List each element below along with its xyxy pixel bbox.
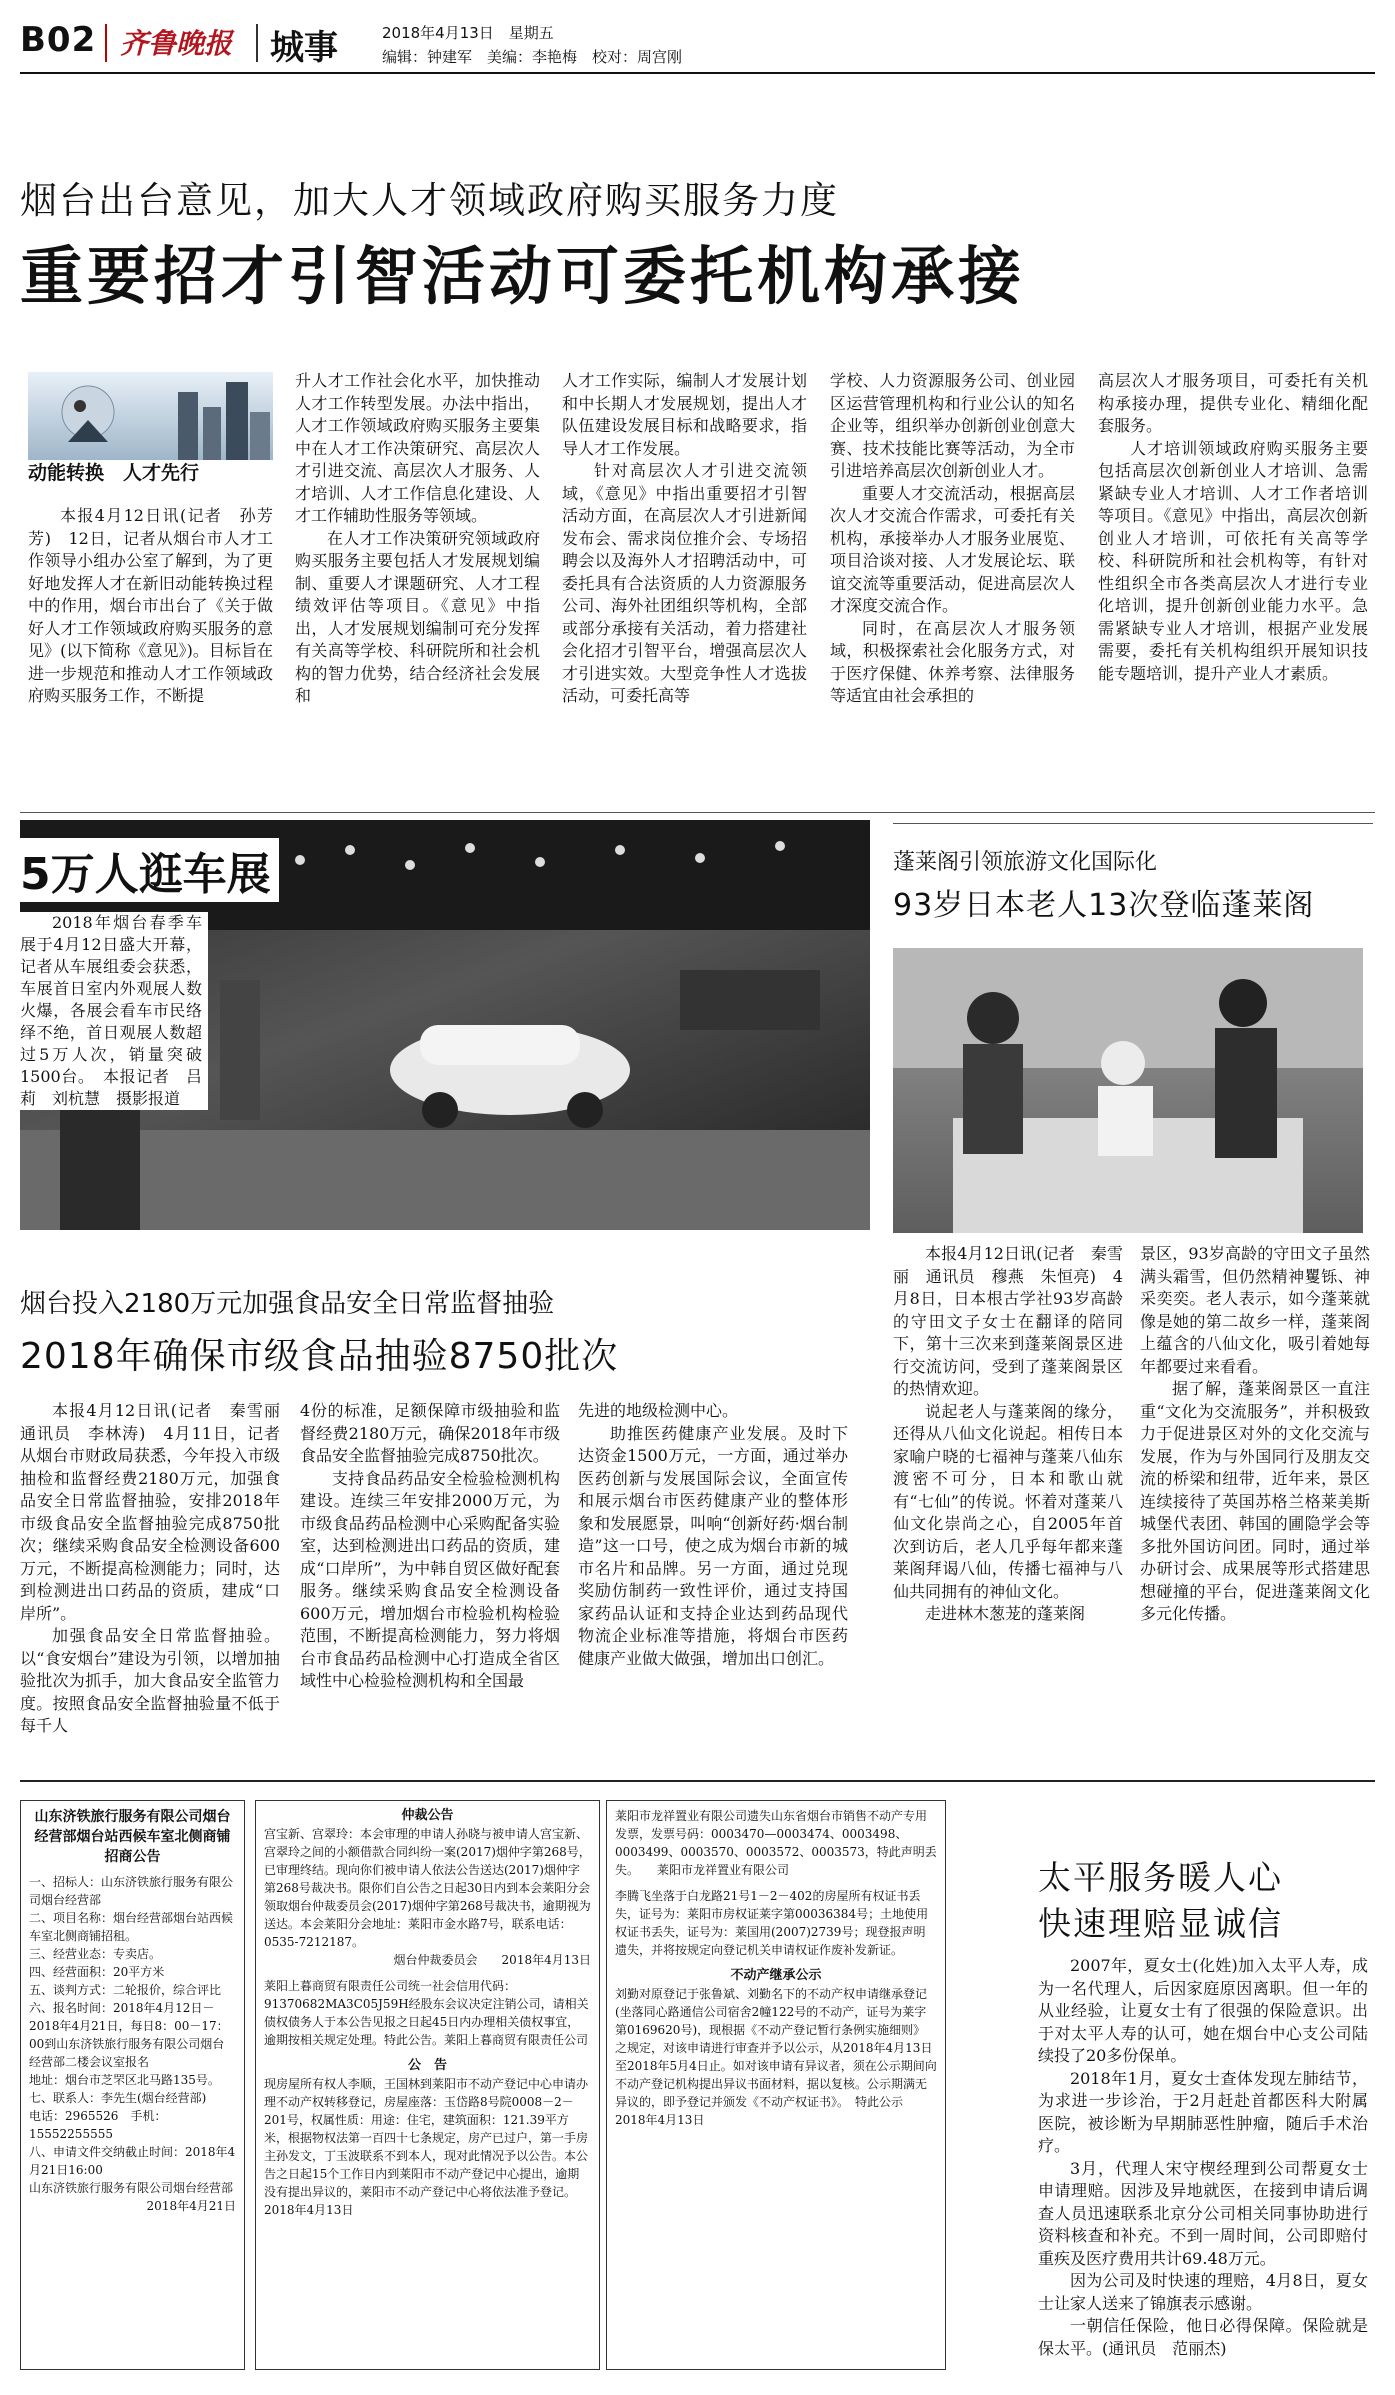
paragraph: 助推医药健康产业发展。及时下达资金1500万元，一方面，通过举办医药创新与发展国际会议，全面宣传和展示烟台市医药健康产业的整体形象和发展愿景，叫响“创新好药·烟台制造”这一口号，使之成为烟台市新的城市名片和品牌。另一方面，通过兑现奖励仿制药一致性评价，通过支持国家药品认证和支持企业达到药品现代物流企业标准等措施，将烟台市医药健康产业做大做强，增加出口创汇。 <box>578 1423 848 1668</box>
ad-line: 四、经营面积：20平方米 <box>29 1965 165 1979</box>
notice-sign: 烟台仲裁委员会 2018年4月13日 <box>393 1953 591 1967</box>
people-meeting-icon <box>893 948 1363 1233</box>
lead-illustration <box>28 372 273 460</box>
ad-line: 2018年4月21日 <box>146 2199 236 2213</box>
ad-line: 七、联系人：李先生(烟台经营部) <box>29 2091 207 2105</box>
ad-left-title: 山东济铁旅行服务有限公司烟台经营部烟台站西候车室北侧商铺招商公告 <box>34 1809 231 1865</box>
lead-column-3 <box>562 370 807 708</box>
autoshow-headline: 5万人逛车展 <box>20 838 279 902</box>
food-column-2 <box>300 1400 560 1693</box>
paragraph: 据了解，蓬莱阁景区一直注重“文化为交流服务”，并积极致力于促进景区对外的文化交流与发展，作为与外国同行及朋友交流的桥梁和纽带，近年来，景区连续接待了英国苏格兰格莱美斯城堡代表团、韩国的圃隐学会等多批外国访问团。同时，通过举办研讨会、成果展等形式搭建思想碰撞的平台，促进蓬莱阁文化多元化传播。 <box>1140 1379 1370 1623</box>
notices-column-2 <box>606 1800 946 2370</box>
masthead-divider <box>105 24 107 62</box>
paragraph: 说起老人与蓬莱阁的缘分，还得从八仙文化说起。相传日本家喻户晓的七福神与蓬莱八仙东渡密不可分，日本和歌山就有“七仙”的传说。怀着对蓬莱八仙文化崇尚之心，自2005年首次到访后，老人几乎每年都来蓬莱阁拜谒八仙，传播七福神与八仙共同拥有的神仙文化。 <box>893 1401 1123 1601</box>
paragraph: 2018年烟台春季车展于4月12日盛大开幕，记者从车展组委会获悉，车展首日室内外观展人数火爆，各展会看车市民络绎不绝，首日观展人数超过5万人次，销量突破1500台。 本报记者 吕莉 刘杭慧 摄影报道 <box>20 913 202 1108</box>
food-headline: 2018年确保市级食品抽验8750批次 <box>20 1336 619 1377</box>
paragraph: 本报4月12日讯(记者 秦雪丽 通讯员 李林涛) 4月11日，记者从烟台市财政局获悉，今年投入市级抽检和监督经费2180万元，加强食品安全日常监督抽验，安排2018年市级食品安全监督抽验完成8750批次；继续采购食品安全检测设备600万元，不断提高检测能力；同时，达到检测进出口药品的资质，建成“口岸所”。 <box>20 1401 297 1623</box>
paragraph: 同时，在高层次人才服务领域，积极探索社会化服务方式，对于医疗保健、休养考察、法律服务等适宜由社会承担的 <box>830 618 1075 705</box>
notice-text: 现房屋所有权人李顺，王国林到莱阳市不动产登记中心申请办理不动产权转移登记，房屋座落：玉岱路8号院0008－2－201号，权属性质：用途：住宅，建筑面积：121.39平方米，根据物权法第一百四十七条规定，房产已过户，第一手房主孙发文，丁玉波联系不到本人，现对此情况予以公告。本公告之日起15个工作日内到莱阳市不动产登记中心提出，逾期没有提出异议的，莱阳市不动产登记中心将依法准予登记。 2018年4月13日 <box>264 2077 589 2217</box>
paragraph: 2007年，夏女士(化姓)加入太平人寿，成为一名代理人，后因家庭原因离职。但一年的从业经验，让夏女士有了很强的保险意识。出于对太平人寿的认可，她在烟台中心支公司陆续投了20多份保单。 <box>1038 1956 1368 2065</box>
notice-text: 莱阳上暮商贸有限责任公司统一社会信用代码：91370682MA3C05J59H经股东会议决定注销公司，请相关债权债务人于本公告见报之日起45日内办理相关债权事宜，逾期按相关规定处理。特此公告。莱阳上暮商贸有限责任公司 <box>264 1979 589 2047</box>
lead-kicker: 烟台出台意见，加大人才领域政府购买服务力度 <box>20 179 839 222</box>
ad-line: 电话：2965526 手机：15552255555 <box>29 2109 167 2141</box>
ad-line: 三、经营业态：专卖店。 <box>29 1947 162 1961</box>
issue-date: 2018年4月13日 星期五 <box>382 24 554 42</box>
paragraph: 景区，93岁高龄的守田文子虽然满头霜雪，但仍然精神矍铄、神采奕奕。老人表示，如今蓬莱就像是她的第二故乡一样，蓬莱阁上蕴含的八仙文化，吸引着她每年都要过来看看。 <box>1140 1244 1370 1376</box>
penglai-headline: 93岁日本老人13次登临蓬莱阁 <box>893 888 1315 923</box>
paragraph: 加强食品安全日常监督抽验。以“食安烟台”建设为引领，以增加抽验批次为抓手，加大食品安全监管力度。按照食品安全监督抽验量不低于每千人 <box>20 1626 280 1735</box>
lead-column-2 <box>295 370 540 708</box>
notice-title: 不动产继承公示 <box>730 1968 822 1983</box>
ad-line: 地址：烟台市芝罘区北马路135号。 <box>29 2073 220 2087</box>
penglai-photo <box>893 948 1363 1233</box>
editors-line: 编辑：钟建军 美编：李艳梅 校对：周宫刚 <box>382 48 683 66</box>
paragraph: 4份的标准，足额保障市级抽验和监督经费2180万元，确保2018年市级食品安全监督抽验完成8750批次。 <box>300 1401 560 1465</box>
masthead-divider <box>256 24 258 62</box>
paragraph: 针对高层次人才引进交流领域，《意见》中指出重要招才引智活动方面，在高层次人才引进新闻发布会、需求岗位推介会、专场招聘会以及海外人才招聘活动中，可委托具有合法资质的人力资源服务公司、海外社团组织等机构，全部或部分承接有关活动，着力搭建社会化招才引智平台，增强高层次人才引进实效。大型竞争性人才选拔活动，可委托高等 <box>562 461 807 705</box>
cityscape-icon <box>28 372 273 460</box>
paragraph: 3月，代理人宋守楔经理到公司帮夏女士申请理赔。因涉及异地就医，在接到申请后调查人员迅速联系北京分公司相关同事协助进行资料核查和补充。不到一周时间，公司即赔付重疾及医疗费用共计69.48万元。 <box>1038 2158 1368 2268</box>
penglai-column-2 <box>1140 1243 1370 1626</box>
paragraph: 重要人才交流活动，根据高层次人才交流合作需求，可委托有关机构，承接举办人才服务业展览、项目洽谈对接、人才发展论坛、联谊交流等重要活动，促进高层次人才深度交流合作。 <box>830 483 1075 615</box>
page-number: B02 <box>20 20 97 60</box>
paragraph: 升人才工作社会化水平，加快推动人才工作转型发展。办法中指出，人才工作领域政府购买服务主要集中在人才工作决策研究、高层次人才引进交流、高层次人才服务、人才培训、人才工作信息化建设、人才工作辅助性服务等领域。 <box>295 371 540 525</box>
ad-line: 二、项目名称：烟台经营部烟台站西候车室北侧商铺招租。 <box>29 1911 234 1943</box>
paragraph: 高层次人才服务项目，可委托有关机构承接办理，提供专业化、精细化配套服务。 <box>1098 371 1368 435</box>
notice-title: 公 告 <box>407 2058 447 2073</box>
paragraph: 因为公司及时快速的理赔，4月8日，夏女士让家人送来了锦旗表示感谢。 <box>1038 2271 1368 2313</box>
paragraph: 人才工作实际，编制人才发展计划和中长期人才发展规划，提出人才队伍建设发展目标和战略要求，指导人才工作发展。 <box>562 371 807 458</box>
paragraph: 一朝信任保险，他日必得保障。保险就是保太平。(通讯员 范丽杰) <box>1038 2316 1368 2358</box>
section-rule <box>20 1780 1375 1782</box>
ad-left <box>20 1800 245 2370</box>
paragraph: 学校、人力资源服务公司、创业园区运营管理机构和行业公认的知名企业等，组织举办创新创业创意大赛、技术技能比赛等活动，为全市引进培养高层次创新创业人才。 <box>830 371 1075 480</box>
notices-column-1 <box>255 1800 600 2370</box>
notice-title: 仲裁公告 <box>401 1808 454 1823</box>
lead-image-caption: 动能转换 人才先行 <box>28 462 200 484</box>
paragraph: 支持食品药品安全检验检测机构建设。连续三年安排2000万元，为市级食品药品检测中心采购配备实验室，达到检测进出口药品的资质，建成“口岸所”，为中韩自贸区做好配套服务。继续采购食品安全检测设备600万元，增加烟台市检验机构检验范围，不断提高检测能力，努力将烟台市食品药品检测中心打造成全省区域性中心检验检测机构和全国最 <box>300 1468 560 1690</box>
masthead-rule <box>20 72 1375 74</box>
food-column-3 <box>578 1400 848 1670</box>
paragraph: 在人才工作决策研究领域政府购买服务主要包括人才发展规划编制、重要人才课题研究、人才工程绩效评估等项目。《意见》中指出，人才发展规划编制可充分发挥有关高等学校、科研院所和社会机构的智力优势，结合经济社会发展和 <box>295 528 540 705</box>
lead-headline: 重要招才引智活动可委托机构承接 <box>20 240 1025 313</box>
notice-text: 莱阳市龙祥置业有限公司遗失山东省烟台市销售不动产专用发票，发票号码：0003470—0003474、0003498、0003499、0003570、0003572、0003573，特此声明丢失。 莱阳市龙祥置业有限公司 <box>615 1809 937 1877</box>
ad-line: 六、报名时间：2018年4月12日－2018年4月21日，每日8：00－17：00到山东济铁旅行服务有限公司烟台经营部二楼会议室报名 <box>29 2001 229 2069</box>
notice-text: 刘勤对原登记于张鲁斌、刘勤名下的不动产权申请继承登记(坐落同心路通信公司宿舍2幢122号的不动产，证号为莱字第0169620号)，现根据《不动产登记暂行条例实施细则》之规定，对该申请进行审查并予以公示，从2018年4月13日至2018年5月4日止。如对该申请有异议者，须在公示期间向不动产登记机构提出异议书面材料，据以复核。公示期满无异议的，即予登记并颁发《不动产权证书》。 特此公示 2018年4月13日 <box>615 1987 937 2127</box>
food-kicker: 烟台投入2180万元加强食品安全日常监督抽验 <box>20 1289 555 1319</box>
taiping-headline-2: 快速理赔显诚信 <box>1038 1904 1283 1943</box>
section-rule <box>893 823 1373 824</box>
paragraph: 人才培训领域政府购买服务主要包括高层次创新创业人才培训、急需紧缺专业人才培训、人才工作者培训等项目。《意见》中指出，高层次创新创业人才培训，可依托有关高等学校、科研院所和社会机构等，有针对性组织全市各类高层次人才进行专业化培训，提升创新创业能力水平。急需紧缺专业人才培训，根据产业发展需要，委托有关机构组织开展知识技能专题培训，提升产业人才素质。 <box>1098 438 1368 683</box>
section-rule <box>20 812 1375 813</box>
notice-text: 李腾飞坐落于白龙路21号1－2－402的房屋所有权证书丢失，证号为：莱阳市房权证莱字第00036384号；土地使用权证书丢失，证号为：莱国用(2007)2739号；现登报声明遗失，并将按规定向登记机关申请权证作废补发新证。 <box>615 1889 929 1957</box>
food-column-1 <box>20 1400 297 1738</box>
taiping-headline-1: 太平服务暖人心 <box>1038 1858 1283 1897</box>
penglai-column-1 <box>893 1243 1123 1626</box>
lead-column-1 <box>28 505 273 708</box>
ad-line: 八、申请文件交纳截止时间：2018年4月21日16:00 <box>29 2145 236 2177</box>
paragraph: 走进林木葱茏的蓬莱阁 <box>925 1604 1086 1623</box>
ad-line: 五、谈判方式：二轮报价，综合评比 <box>29 1983 222 1997</box>
paragraph: 本报4月12日讯(记者 孙芳芳) 12日，记者从烟台市人才工作领导小组办公室了解到，为了更好地发挥人才在新旧动能转换过程中的作用，烟台市出台了《关于做好人才工作领域政府购买服务的意见》(以下简称《意见》)。目标旨在进一步规范和推动人才工作领域政府购买服务工作，不断提 <box>28 506 273 705</box>
penglai-kicker: 蓬莱阁引领旅游文化国际化 <box>893 850 1158 875</box>
paragraph: 先进的地级检测中心。 <box>578 1401 739 1420</box>
section-name: 城事 <box>270 28 338 68</box>
notice-text: 宫宝新、宫翠玲：本会审理的申请人孙晓与被申请人宫宝新、宫翠玲之间的小额借款合同纠纷一案(2017)烟仲字第268号，已审理终结。现向你们被申请人依法公告送达(2017)烟仲字第268号裁决书。限你们自公告之日起30日内到本会莱阳分会领取烟台仲裁委员会(2017)烟仲字第268号裁决书，逾期视为送达。本会莱阳分会地址：莱阳市金水路7号，联系电话：0535-7212187。 <box>264 1827 591 1949</box>
ad-line: 山东济铁旅行服务有限公司烟台经营部 <box>29 2181 234 2195</box>
paragraph: 2018年1月，夏女士查体发现左肺结节，为求进一步诊治，于2月赶赴首都医科大附属医院，被诊断为早期肺恶性肿瘤，随后手术治疗。 <box>1038 2068 1368 2155</box>
ad-line: 一、招标人：山东济铁旅行服务有限公司烟台经营部 <box>29 1875 234 1907</box>
newspaper-logo: 齐鲁晚报 <box>120 27 233 60</box>
autoshow-caption <box>20 912 208 1110</box>
lead-column-4 <box>830 370 1075 708</box>
lead-column-5 <box>1098 370 1368 685</box>
taiping-body <box>1038 1955 1368 2360</box>
paragraph: 本报4月12日讯(记者 秦雪丽 通讯员 穆燕 朱恒亮) 4月8日，日本根古学社93岁高龄的守田文子女士在翻译的陪同下，第十三次来到蓬莱阁景区进行交流访问，受到了蓬莱阁景区的热情欢迎。 <box>893 1244 1123 1398</box>
